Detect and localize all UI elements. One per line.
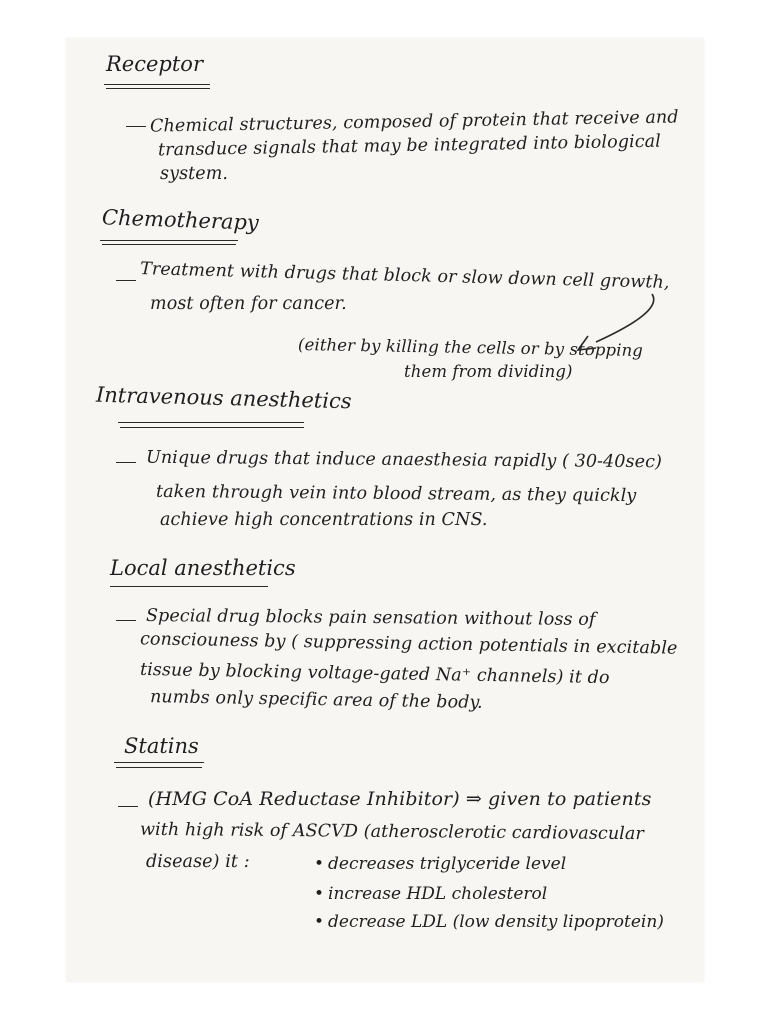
text-line: consciouness by ( suppressing action potentials in excitable (139, 629, 678, 659)
text-line: with high risk of ASCVD (atherosclerotic cardiovascular (139, 819, 645, 845)
text-line: most often for cancer. (150, 294, 347, 314)
heading-underline (114, 762, 204, 763)
bullet-dash (116, 620, 136, 621)
text-line: Unique drugs that induce anaesthesia rapidly ( 30-40sec) (145, 447, 663, 473)
list-item: • increase HDL cholesterol (314, 884, 547, 904)
text-note: (either by killing the cells or by stopping (297, 334, 644, 361)
text-line: Special drug blocks pain sensation without loss of (145, 606, 596, 630)
text-line: achieve high concentrations in CNS. (160, 510, 488, 530)
text-line: disease) it : (146, 852, 250, 872)
heading-underline (118, 422, 304, 423)
list-item: • decreases triglyceride level (314, 854, 566, 874)
heading-chemotherapy: Chemotherapy (101, 205, 260, 235)
heading-underline (116, 767, 202, 768)
heading-intravenous-anesthetics: Intravenous anesthetics (95, 382, 352, 414)
bullet-dash (116, 462, 136, 463)
text-line: taken through vein into blood stream, as they quickly (155, 481, 637, 507)
text-note: them from dividing) (404, 362, 573, 381)
text-line: (HMG CoA Reductase Inhibitor) ⇒ given to patients (148, 788, 652, 810)
text-line: transduce signals that may be integrated into biological (157, 131, 662, 161)
text-line: Chemical structures, composed of protein that receive and (149, 107, 679, 137)
heading-local-anesthetics: Local anesthetics (110, 556, 296, 580)
list-item: • decrease LDL (low density lipoprotein) (314, 912, 664, 932)
bullet-dash (118, 806, 138, 807)
text-line: system. (160, 164, 229, 184)
heading-underline (120, 427, 304, 428)
text-line: numbs only specific area of the body. (149, 687, 483, 713)
heading-receptor: Receptor (106, 52, 203, 76)
heading-statins: Statins (124, 734, 199, 758)
heading-underline (110, 586, 268, 587)
text-line: Treatment with drugs that block or slow down cell growth, (139, 259, 670, 293)
text-line: tissue by blocking voltage-gated Na⁺ channels) it do (139, 659, 610, 689)
